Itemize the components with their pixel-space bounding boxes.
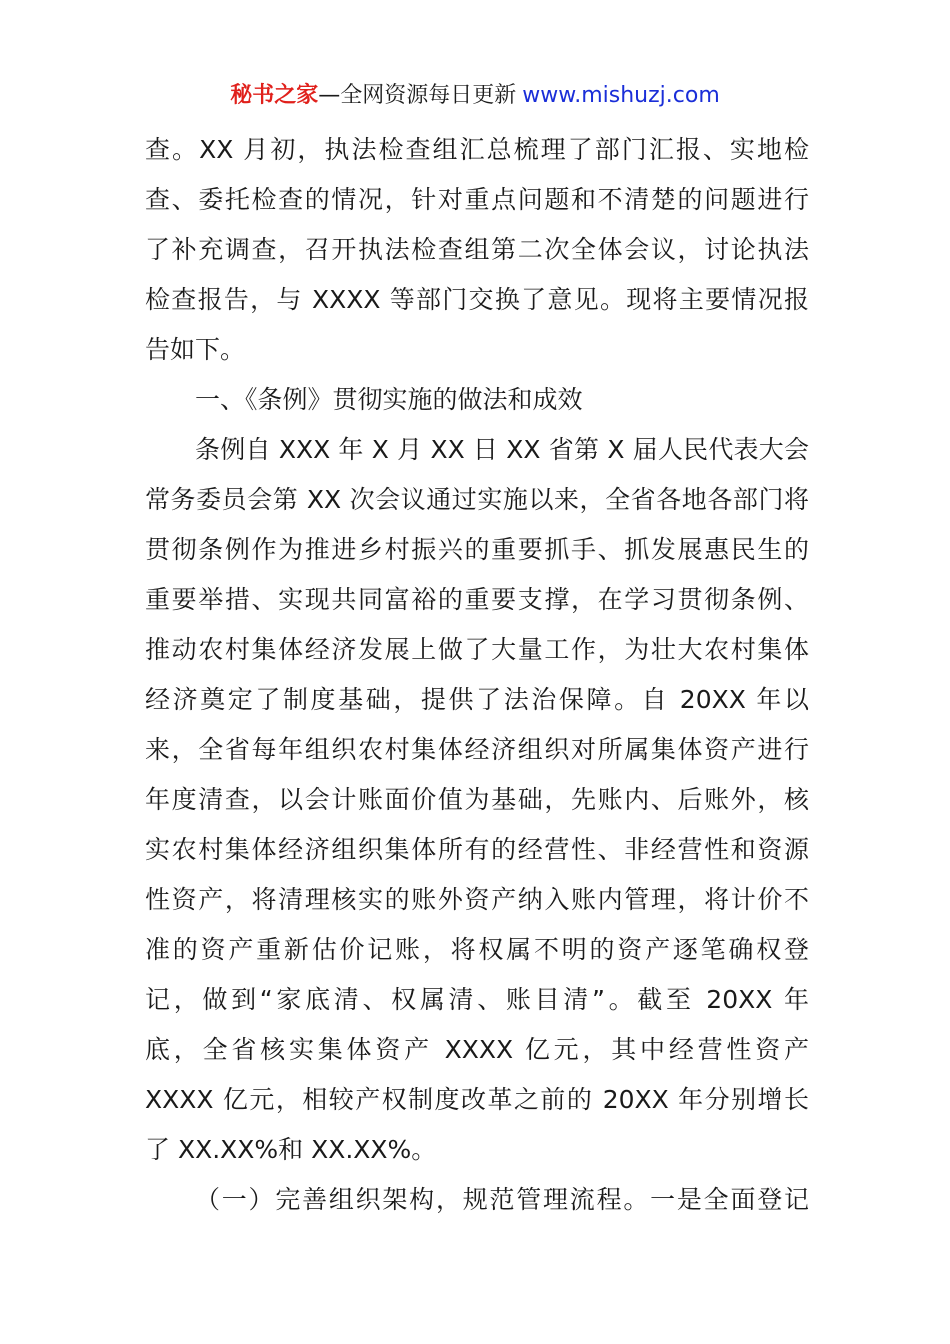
document-body (145, 125, 809, 1225)
text-line: 底，全省核实集体资产 XXXX 亿元，其中经营性资产 (145, 1035, 809, 1064)
text-line: 检查报告，与 XXXX 等部门交换了意见。现将主要情况报 (145, 285, 809, 314)
text-line: XXXX 亿元，相较产权制度改革之前的 20XX 年分别增长 (145, 1085, 809, 1114)
text-line: 查、委托检查的情况，针对重点问题和不清楚的问题进行 (145, 185, 809, 214)
section-heading: 一、《条例》贯彻实施的做法和成效 (195, 385, 583, 414)
text-line: 了补充调查，召开执法检查组第二次全体会议，讨论执法 (145, 235, 809, 264)
text-line: 查。XX 月初，执法检查组汇总梳理了部门汇报、实地检 (145, 135, 809, 164)
text-line: 实农村集体经济组织集体所有的经营性、非经营性和资源 (145, 835, 809, 864)
brand-name: 秘书之家 (230, 83, 319, 108)
text-line: 年度清查，以会计账面价值为基础，先账内、后账外，核 (145, 785, 809, 814)
text-line: 常务委员会第 XX 次会议通过实施以来，全省各地各部门将 (145, 485, 809, 514)
site-url-link[interactable]: www.mishuzj.com (522, 83, 720, 108)
text-line: 推动农村集体经济发展上做了大量工作，为壮大农村集体 (145, 635, 809, 664)
page-header (0, 82, 950, 110)
text-line: 贯彻条例作为推进乡村振兴的重要抓手、抓发展惠民生的 (145, 535, 809, 564)
text-line: 经济奠定了制度基础，提供了法治保障。自 20XX 年以 (145, 685, 809, 714)
text-line: 准的资产重新估价记账，将权属不明的资产逐笔确权登 (145, 935, 809, 964)
text-line: 性资产，将清理核实的账外资产纳入账内管理，将计价不 (145, 885, 809, 914)
subsection-heading: （一）完善组织架构，规范管理流程。一是全面登记 (195, 1185, 809, 1214)
text-line: 来，全省每年组织农村集体经济组织对所属集体资产进行 (145, 735, 809, 764)
text-line: 条例自 XXX 年 X 月 XX 日 XX 省第 X 届人民代表大会 (195, 435, 809, 464)
text-line: 重要举措、实现共同富裕的重要支撑，在学习贯彻条例、 (145, 585, 809, 614)
text-line: 告如下。 (145, 335, 246, 364)
text-line: 记，做到“家底清、权属清、账目清”。截至 20XX 年 (145, 985, 809, 1014)
text-line: 了 XX.XX%和 XX.XX%。 (145, 1135, 437, 1164)
header-tagline: —全网资源每日更新 (318, 83, 517, 108)
